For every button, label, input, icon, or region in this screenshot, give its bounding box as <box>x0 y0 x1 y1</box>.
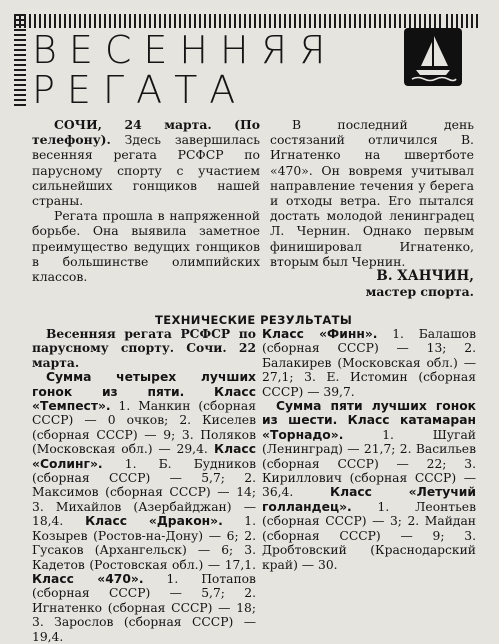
article-paragraph: СОЧИ, 24 марта. (По телефону). Здесь завершилась весенняя регата РСФСР по парусному спорту с участием сильнейших гонщиков нашей страны. <box>32 117 260 209</box>
hatched-rule-right <box>446 14 480 28</box>
headline-line-1: ВЕСЕННЯЯ <box>32 28 338 72</box>
results-column-2 <box>262 327 476 572</box>
article-paragraph: Регата прошла в напряженной борьбе. Она выявила заметное преимущество ведущих гонщиков в большинстве олимпийских классов. <box>32 208 260 285</box>
sailboat-icon <box>404 28 462 86</box>
results-paragraph: Класс «Финн». 1. Балашов (сборная СССР) — 13; 2. Балакирев (Московская обл.) — 27,1; 3. Е. Истомин (сборная СССР) — 39,7. <box>262 327 477 399</box>
article-column-1 <box>32 117 260 284</box>
results-heading: ТЕХНИЧЕСКИЕ РЕЗУЛЬТАТЫ <box>155 313 353 327</box>
headline-line-2: РЕГАТА <box>32 68 248 112</box>
hatched-rule-left <box>14 14 26 106</box>
results-paragraph: Сумма пяти лучших гонок из шести. Класс катамаран «Торнадо». 1. Шугай (Ленинград) — 21,7; 2. Васильев (сборная СССР) — 22; 3. Кириллович (сборная СССР) — 36,4. Класс «Летучий голландец». 1. Леонтьев (сборная СССР) — 3; 2. Майдан (сборная СССР) — 9; 3. Дробтовский (Краснодарский край) — 30. <box>262 399 476 572</box>
article-paragraph: В последний день состязаний отличился В. Игнатенко на швертботе «470». Он вовремя учитывал направление течения у берега и отходы ветра. Его пытался достать молодой ленинградец Л. Чернин. Однако первым финишировал Игнатенко, вторым был Чернин. <box>270 117 474 269</box>
results-column-1 <box>32 327 256 644</box>
dateline: СОЧИ, 24 марта. (По телефону). <box>32 117 260 148</box>
author-name: В. ХАНЧИН, <box>376 268 474 285</box>
results-paragraph: Сумма четырех лучших гонок из пяти. Класс «Темпест». 1. Манкин (сборная СССР) — 0 очков; 2. Киселев (сборная СССР) — 9; 3. Поляков (Московская обл.) — 29,4. Класс «Солинг». 1. Б. Будников (сборная СССР) — 5,7; 2. Максимов (сборная СССР) — 14; 3. Михайлов (Азербайджан) — 18,4. Класс «Дракон». 1. Козырев (Ростов-на-Дону) — 6; 2. Гусаков (Архангельск) — 6; 3. Кадетов (Ростовская обл.) — 17,1. Класс «470». 1. Потапов (сборная СССР) — 5,7; 2. Игнатенко (сборная СССР) — 18; 3. Зарослов (сборная СССР) — 19,4. <box>32 370 256 644</box>
hatched-rule-top <box>14 14 444 28</box>
results-intro: Весенняя регата РСФСР по парусному спорту. Сочи. 22 марта. <box>32 326 256 370</box>
author-title: мастер спорта. <box>365 284 474 300</box>
article-column-2 <box>270 117 474 299</box>
